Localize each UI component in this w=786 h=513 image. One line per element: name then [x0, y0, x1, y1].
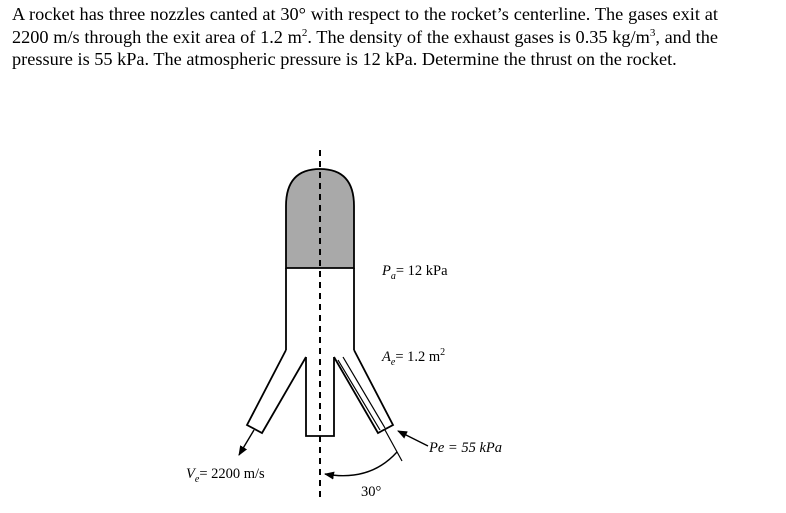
- superscript: 3: [649, 26, 656, 39]
- ambient-pressure-label: $P_a= 12$ kPa: [382, 263, 448, 282]
- problem-text: . The density of the exhaust gases is 0.35 kg/m: [307, 26, 650, 47]
- exit-area-label: $A_e= 1.2$ $m^2$: [382, 347, 446, 368]
- cant-angle-label: 30°: [361, 484, 382, 500]
- problem-text: , and the pressure is 55 kPa. The atmospheric pressure is 12 kPa. Determine the thrust on the rocket.: [12, 26, 718, 69]
- left-nozzle: [247, 350, 306, 433]
- superscript: 2: [301, 26, 308, 39]
- problem-text: A rocket has three nozzles canted at 30° with respect to the rocket’s centerline. The gases exit at 2200 m/s through the exit area of 1.2 m: [12, 4, 718, 47]
- right-nozzle-inner-line: [338, 360, 380, 430]
- exit-velocity-arrow: [239, 430, 254, 455]
- angle-arc: [325, 452, 397, 476]
- exit-pressure-arrow: [398, 431, 428, 446]
- exit-velocity-label: $V_e= 2200$ m/s: [186, 466, 265, 485]
- exit-pressure-label: Pe = 55 kPa: [429, 440, 502, 456]
